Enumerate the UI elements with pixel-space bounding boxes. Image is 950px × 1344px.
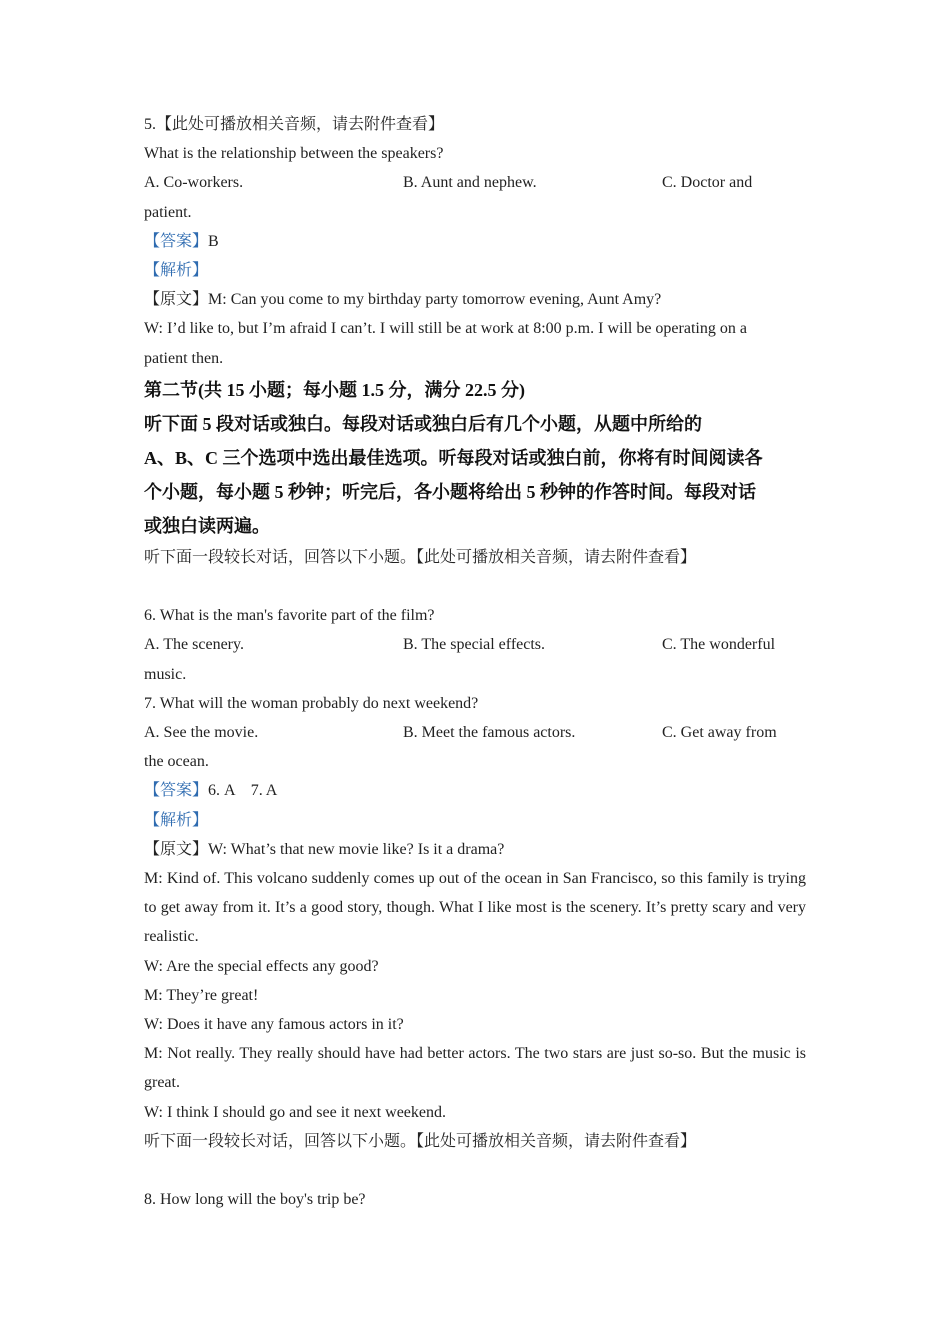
q6-option-a: A. The scenery. — [144, 636, 244, 654]
dialog1-answer — [144, 776, 806, 805]
transcript-line: W: What’s that new movie like? Is it a drama? — [208, 840, 505, 858]
dialog1-analysis-label: 【解析】 — [144, 811, 209, 829]
section-title: 第二节(共 15 小题；每小题 1.5 分，满分 22.5 分) — [144, 379, 525, 400]
transcript-line: W: Does it have any famous actors in it? — [144, 1016, 404, 1034]
q7-option-b: B. Meet the famous actors. — [403, 724, 576, 741]
q5-original-line2: W: I’d like to, but I’m afraid I can’t. I will still be at work at 8:00 p.m. I will be operating on a — [144, 320, 747, 338]
q5-options — [144, 168, 806, 197]
dialog1-original — [144, 835, 806, 864]
answer-label: 【答案】 — [144, 232, 209, 250]
transcript-line: M: Not really. They really should have had better actors. The two stars are just so-so. But the music is great. — [144, 1045, 806, 1092]
document-page — [144, 110, 806, 1214]
q5-option-c: C. Doctor and — [662, 174, 753, 192]
q7-question: 7. What will the woman probably do next weekend? — [144, 694, 479, 712]
q8-question: 8. How long will the boy's trip be? — [144, 1191, 366, 1209]
q5-analysis-label: 【解析】 — [144, 262, 209, 279]
original-label: 【原文】 — [144, 840, 209, 858]
section-instructions-4: 或独白读两遍。 — [144, 515, 270, 536]
q7-option-a: A. See the movie. — [144, 724, 259, 741]
q5-header: 5.【此处可播放相关音频，请去附件查看】 — [144, 116, 445, 133]
dialog2-intro: 听下面一段较长对话，回答以下小题。【此处可播放相关音频，请去附件查看】 — [144, 1132, 697, 1150]
q6-option-b: B. The special effects. — [403, 636, 546, 654]
q6-options — [144, 630, 806, 659]
original-line: M: Can you come to my birthday party tomorrow evening, Aunt Amy? — [208, 291, 662, 309]
answer-label: 【答案】 — [144, 782, 209, 800]
q6-option-c-cont: music. — [144, 665, 187, 683]
q7-option-c: C. Get away from — [662, 724, 777, 741]
q7-options — [144, 718, 806, 747]
dialog1-intro: 听下面一段较长对话，回答以下小题。【此处可播放相关音频，请去附件查看】 — [144, 548, 697, 566]
transcript-line: W: I think I should go and see it next weekend. — [144, 1103, 446, 1121]
q5-question: What is the relationship between the speakers? — [144, 145, 444, 163]
q5-answer — [144, 227, 806, 256]
transcript-line: M: They’re great! — [144, 986, 259, 1004]
transcript-line: W: Are the special effects any good? — [144, 957, 379, 975]
answer-value: 6. A 7. A — [208, 782, 278, 800]
section-instructions-2: A、B、C 三个选项中选出最佳选项。听每段对话或独白前，你将有时间阅读各 — [144, 447, 763, 468]
q5-option-a: A. Co-workers. — [144, 174, 244, 192]
q7-option-c-cont: the ocean. — [144, 753, 209, 771]
q5-original — [144, 285, 806, 314]
section-instructions-1: 听下面 5 段对话或独白。每段对话或独白后有几个小题，从题中所给的 — [144, 413, 702, 434]
answer-value: B — [208, 232, 219, 250]
q5-option-c-cont: patient. — [144, 203, 192, 221]
section-instructions-3: 个小题，每小题 5 秒钟；听完后，各小题将给出 5 秒钟的作答时间。每段对话 — [144, 481, 756, 502]
q5-original-line3: patient then. — [144, 349, 224, 367]
q5-option-b: B. Aunt and nephew. — [403, 174, 537, 192]
q6-question: 6. What is the man's favorite part of the film? — [144, 607, 435, 625]
transcript-line: M: Kind of. This volcano suddenly comes up out of the ocean in San Francisco, so this family is trying to get away from it. It’s a good story, though. What I like most is the scenery. It’s pretty scary and very realistic. — [144, 870, 806, 946]
original-label: 【原文】 — [144, 291, 209, 309]
q6-option-c: C. The wonderful — [662, 636, 776, 654]
